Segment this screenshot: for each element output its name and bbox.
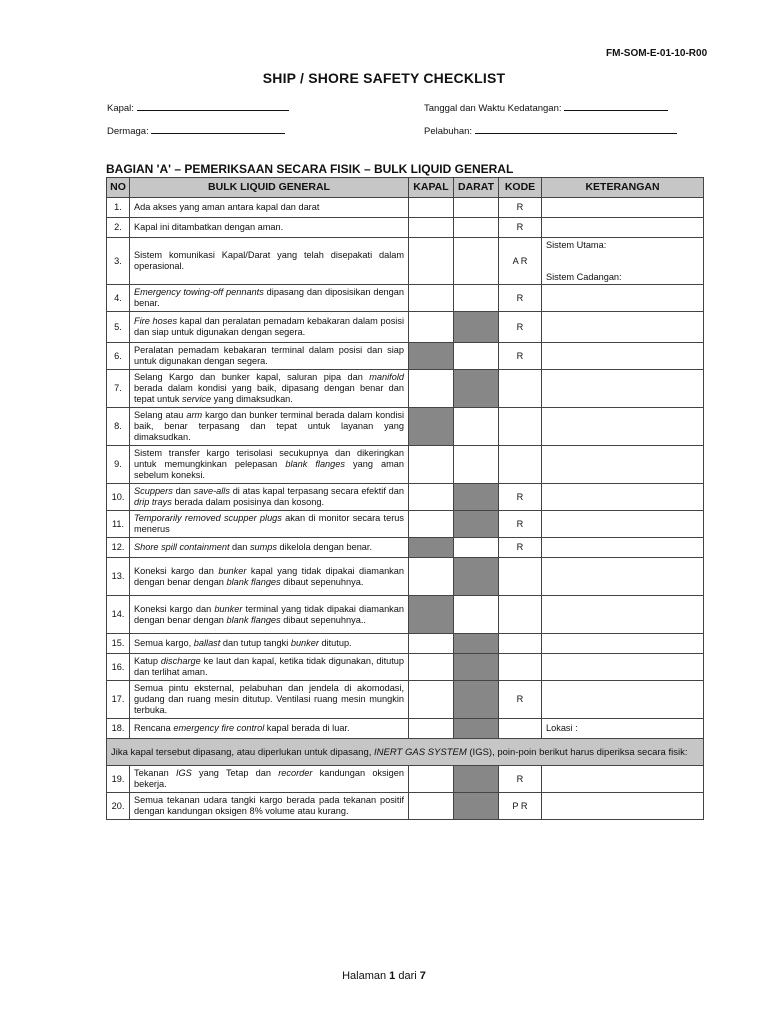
kapal-cell[interactable]	[409, 238, 454, 285]
keterangan-cell[interactable]	[542, 793, 704, 820]
table-row	[107, 446, 704, 484]
table-row	[107, 634, 704, 654]
table-row	[107, 719, 704, 739]
keterangan-cell[interactable]	[542, 484, 704, 511]
row-text: Peralatan pemadam kebakaran terminal dalam posisi dan siap untuk digunakan dengan segera.	[130, 343, 409, 370]
column-header-no: NO	[107, 178, 130, 198]
kapal-cell[interactable]	[409, 370, 454, 408]
row-text: Selang atau arm kargo dan bunker terminal berada dalam kondisi baik, benar terpasang dan tepat untuk layanan yang dimaksudkan.	[130, 408, 409, 446]
kode-cell: R	[499, 484, 542, 511]
page-footer	[0, 970, 768, 982]
keterangan-cell[interactable]	[542, 634, 704, 654]
table-row	[107, 766, 704, 793]
footer-page-total: 7	[419, 970, 426, 982]
table-row	[107, 484, 704, 511]
row-text: Rencana emergency fire control kapal berada di luar.	[130, 719, 409, 739]
kapal-cell[interactable]	[409, 719, 454, 739]
row-number: 9.	[107, 446, 130, 484]
table-row	[107, 408, 704, 446]
row-number: 8.	[107, 408, 130, 446]
keterangan-cell[interactable]	[542, 343, 704, 370]
keterangan-cell[interactable]	[542, 538, 704, 558]
row-text: Shore spill containment dan sumps dikelola dengan benar.	[130, 538, 409, 558]
kode-cell: R	[499, 343, 542, 370]
field-kapal-label: Kapal:	[107, 103, 134, 114]
darat-cell-shaded	[454, 681, 499, 719]
kapal-cell[interactable]	[409, 484, 454, 511]
keterangan-cell[interactable]	[542, 408, 704, 446]
kode-cell	[499, 634, 542, 654]
field-tanggal	[424, 101, 668, 114]
row-number: 16.	[107, 654, 130, 681]
table-row	[107, 370, 704, 408]
row-number: 3.	[107, 238, 130, 285]
footer-middle: dari	[395, 970, 420, 982]
kapal-cell-shaded	[409, 538, 454, 558]
row-number: 20.	[107, 793, 130, 820]
kapal-cell-shaded	[409, 596, 454, 634]
kode-cell	[499, 446, 542, 484]
page-title: SHIP / SHORE SAFETY CHECKLIST	[262, 70, 506, 86]
darat-cell[interactable]	[454, 285, 499, 312]
table-row	[107, 312, 704, 343]
row-text: Tekanan IGS yang Tetap dan recorder kandungan oksigen bekerja.	[130, 766, 409, 793]
darat-cell-shaded	[454, 766, 499, 793]
row-number: 17.	[107, 681, 130, 719]
keterangan-cell[interactable]	[542, 511, 704, 538]
kapal-cell[interactable]	[409, 285, 454, 312]
table-row	[107, 343, 704, 370]
column-header-darat: DARAT	[454, 178, 499, 198]
darat-cell-shaded	[454, 484, 499, 511]
table-row	[107, 558, 704, 596]
darat-cell[interactable]	[454, 538, 499, 558]
table-row	[107, 218, 704, 238]
kode-cell	[499, 719, 542, 739]
column-header-item: BULK LIQUID GENERAL	[130, 178, 409, 198]
row-text: Katup discharge ke laut dan kapal, ketika tidak digunakan, ditutup dan terlihat aman.	[130, 654, 409, 681]
field-dermaga	[107, 124, 285, 137]
keterangan-cell[interactable]	[542, 218, 704, 238]
row-text: Fire hoses kapal dan peralatan pemadam kebakaran dalam posisi dan siap untuk digunakan dengan segera.	[130, 312, 409, 343]
field-kapal	[107, 101, 289, 114]
kapal-cell[interactable]	[409, 654, 454, 681]
field-pelabuhan-label: Pelabuhan:	[424, 126, 473, 137]
kode-cell: R	[499, 285, 542, 312]
kapal-cell-shaded	[409, 343, 454, 370]
kapal-cell[interactable]	[409, 198, 454, 218]
kapal-cell[interactable]	[409, 312, 454, 343]
kode-cell: R	[499, 538, 542, 558]
kapal-cell[interactable]	[409, 446, 454, 484]
darat-cell-shaded	[454, 719, 499, 739]
keterangan-cell[interactable]	[542, 681, 704, 719]
kapal-cell[interactable]	[409, 681, 454, 719]
row-number: 14.	[107, 596, 130, 634]
darat-cell[interactable]	[454, 238, 499, 285]
document-code: FM-SOM-E-01-10-R00	[606, 48, 708, 59]
darat-cell[interactable]	[454, 218, 499, 238]
keterangan-cell[interactable]	[542, 238, 704, 285]
kapal-cell[interactable]	[409, 793, 454, 820]
keterangan-cell[interactable]	[542, 654, 704, 681]
field-pelabuhan-line[interactable]	[475, 124, 677, 134]
table-row	[107, 198, 704, 218]
row-number: 15.	[107, 634, 130, 654]
row-text: Ada akses yang aman antara kapal dan darat	[130, 198, 409, 218]
igs-notice-row	[107, 739, 704, 766]
darat-cell-shaded	[454, 654, 499, 681]
row-text: Semua pintu eksternal, pelabuhan dan jendela di akomodasi, gudang dan ruang mesin ditutup. Ventilasi ruang mesin mungkin terbuka.	[130, 681, 409, 719]
row-text: Temporarily removed scupper plugs akan di monitor secara terus menerus	[130, 511, 409, 538]
row-number: 5.	[107, 312, 130, 343]
row-number: 4.	[107, 285, 130, 312]
table-row	[107, 793, 704, 820]
kode-cell: P R	[499, 793, 542, 820]
kapal-cell[interactable]	[409, 558, 454, 596]
darat-cell[interactable]	[454, 446, 499, 484]
table-row	[107, 654, 704, 681]
kapal-cell[interactable]	[409, 511, 454, 538]
row-number: 10.	[107, 484, 130, 511]
table-row	[107, 681, 704, 719]
kapal-cell[interactable]	[409, 218, 454, 238]
darat-cell[interactable]	[454, 343, 499, 370]
field-pelabuhan	[424, 124, 677, 137]
checklist-table	[106, 177, 704, 820]
row-text: Semua tekanan udara tangki kargo berada pada tekanan positif dengan kandungan oksigen 8% volume atau kurang.	[130, 793, 409, 820]
row-text: Selang Kargo dan bunker kapal, saluran pipa dan manifold berada dalam kondisi yang baik, dipasang dengan benar dan tepat untuk service yang dimaksudkan.	[130, 370, 409, 408]
row-number: 7.	[107, 370, 130, 408]
kode-cell: R	[499, 766, 542, 793]
kode-cell: R	[499, 312, 542, 343]
column-header-keterangan: KETERANGAN	[542, 178, 704, 198]
kode-cell	[499, 654, 542, 681]
column-header-kapal: KAPAL	[409, 178, 454, 198]
table-row	[107, 238, 704, 285]
keterangan-cell[interactable]	[542, 285, 704, 312]
row-text: Koneksi kargo dan bunker terminal yang tidak dipakai diamankan dengan benar dengan blank flanges dibaut sepenuhnya..	[130, 596, 409, 634]
row-number: 2.	[107, 218, 130, 238]
row-text: Sistem komunikasi Kapal/Darat yang telah disepakati dalam operasional.	[130, 238, 409, 285]
keterangan-cell[interactable]	[542, 558, 704, 596]
darat-cell-shaded	[454, 793, 499, 820]
table-header-row	[107, 178, 704, 198]
table-row	[107, 511, 704, 538]
row-number: 13.	[107, 558, 130, 596]
darat-cell[interactable]	[454, 596, 499, 634]
keterangan-label-utama: Sistem Utama:	[546, 240, 607, 250]
row-number: 18.	[107, 719, 130, 739]
igs-notice-text: Jika kapal tersebut dipasang, atau diperlukan untuk dipasang, INERT GAS SYSTEM (IGS), poin-poin berikut harus diperiksa secara fisik:	[107, 739, 704, 766]
darat-cell-shaded	[454, 634, 499, 654]
table-row	[107, 285, 704, 312]
darat-cell-shaded	[454, 558, 499, 596]
table-row	[107, 596, 704, 634]
kode-cell	[499, 370, 542, 408]
field-tanggal-line[interactable]	[564, 101, 668, 111]
table-row	[107, 538, 704, 558]
row-text: Koneksi kargo dan bunker kapal yang tidak dipakai diamankan dengan benar dengan blank flanges dibaut sepenuhnya.	[130, 558, 409, 596]
darat-cell[interactable]	[454, 408, 499, 446]
darat-cell-shaded	[454, 370, 499, 408]
row-number: 11.	[107, 511, 130, 538]
keterangan-cell[interactable]	[542, 446, 704, 484]
footer-prefix: Halaman	[342, 970, 390, 982]
field-tanggal-label: Tanggal dan Waktu Kedatangan:	[424, 103, 562, 114]
kode-cell: R	[499, 198, 542, 218]
row-number: 19.	[107, 766, 130, 793]
row-text: Kapal ini ditambatkan dengan aman.	[130, 218, 409, 238]
field-dermaga-label: Dermaga:	[107, 126, 149, 137]
darat-cell-shaded	[454, 312, 499, 343]
keterangan-cell[interactable]	[542, 370, 704, 408]
darat-cell-shaded	[454, 511, 499, 538]
kode-cell	[499, 558, 542, 596]
footer-page-number: 1	[389, 970, 396, 982]
row-text: Emergency towing-off pennants dipasang dan diposisikan dengan benar.	[130, 285, 409, 312]
keterangan-cell[interactable]	[542, 596, 704, 634]
darat-cell[interactable]	[454, 198, 499, 218]
kode-cell: R	[499, 218, 542, 238]
kode-cell: R	[499, 511, 542, 538]
kapal-cell-shaded	[409, 408, 454, 446]
keterangan-cell[interactable]	[542, 198, 704, 218]
section-title: BAGIAN 'A' – PEMERIKSAAN SECARA FISIK – BULK LIQUID GENERAL	[106, 162, 514, 176]
kode-cell: R	[499, 681, 542, 719]
row-number: 1.	[107, 198, 130, 218]
kode-cell	[499, 408, 542, 446]
kode-cell: A R	[499, 238, 542, 285]
field-dermaga-line[interactable]	[151, 124, 285, 134]
keterangan-cell[interactable]: Lokasi :	[542, 719, 704, 739]
kapal-cell[interactable]	[409, 766, 454, 793]
keterangan-cell[interactable]	[542, 766, 704, 793]
row-number: 12.	[107, 538, 130, 558]
row-text: Sistem transfer kargo terisolasi secukupnya dan dikeringkan untuk memungkinkan pelepasan blank flanges yang aman sebelum koneksi.	[130, 446, 409, 484]
keterangan-label-cadangan: Sistem Cadangan:	[546, 272, 622, 282]
keterangan-cell[interactable]	[542, 312, 704, 343]
row-number: 6.	[107, 343, 130, 370]
field-kapal-line[interactable]	[137, 101, 289, 111]
row-text: Semua kargo, ballast dan tutup tangki bunker ditutup.	[130, 634, 409, 654]
kapal-cell[interactable]	[409, 634, 454, 654]
column-header-kode: KODE	[499, 178, 542, 198]
row-text: Scuppers dan save-alls di atas kapal terpasang secara efektif dan drip trays berada dalam posisinya dan kosong.	[130, 484, 409, 511]
kode-cell	[499, 596, 542, 634]
